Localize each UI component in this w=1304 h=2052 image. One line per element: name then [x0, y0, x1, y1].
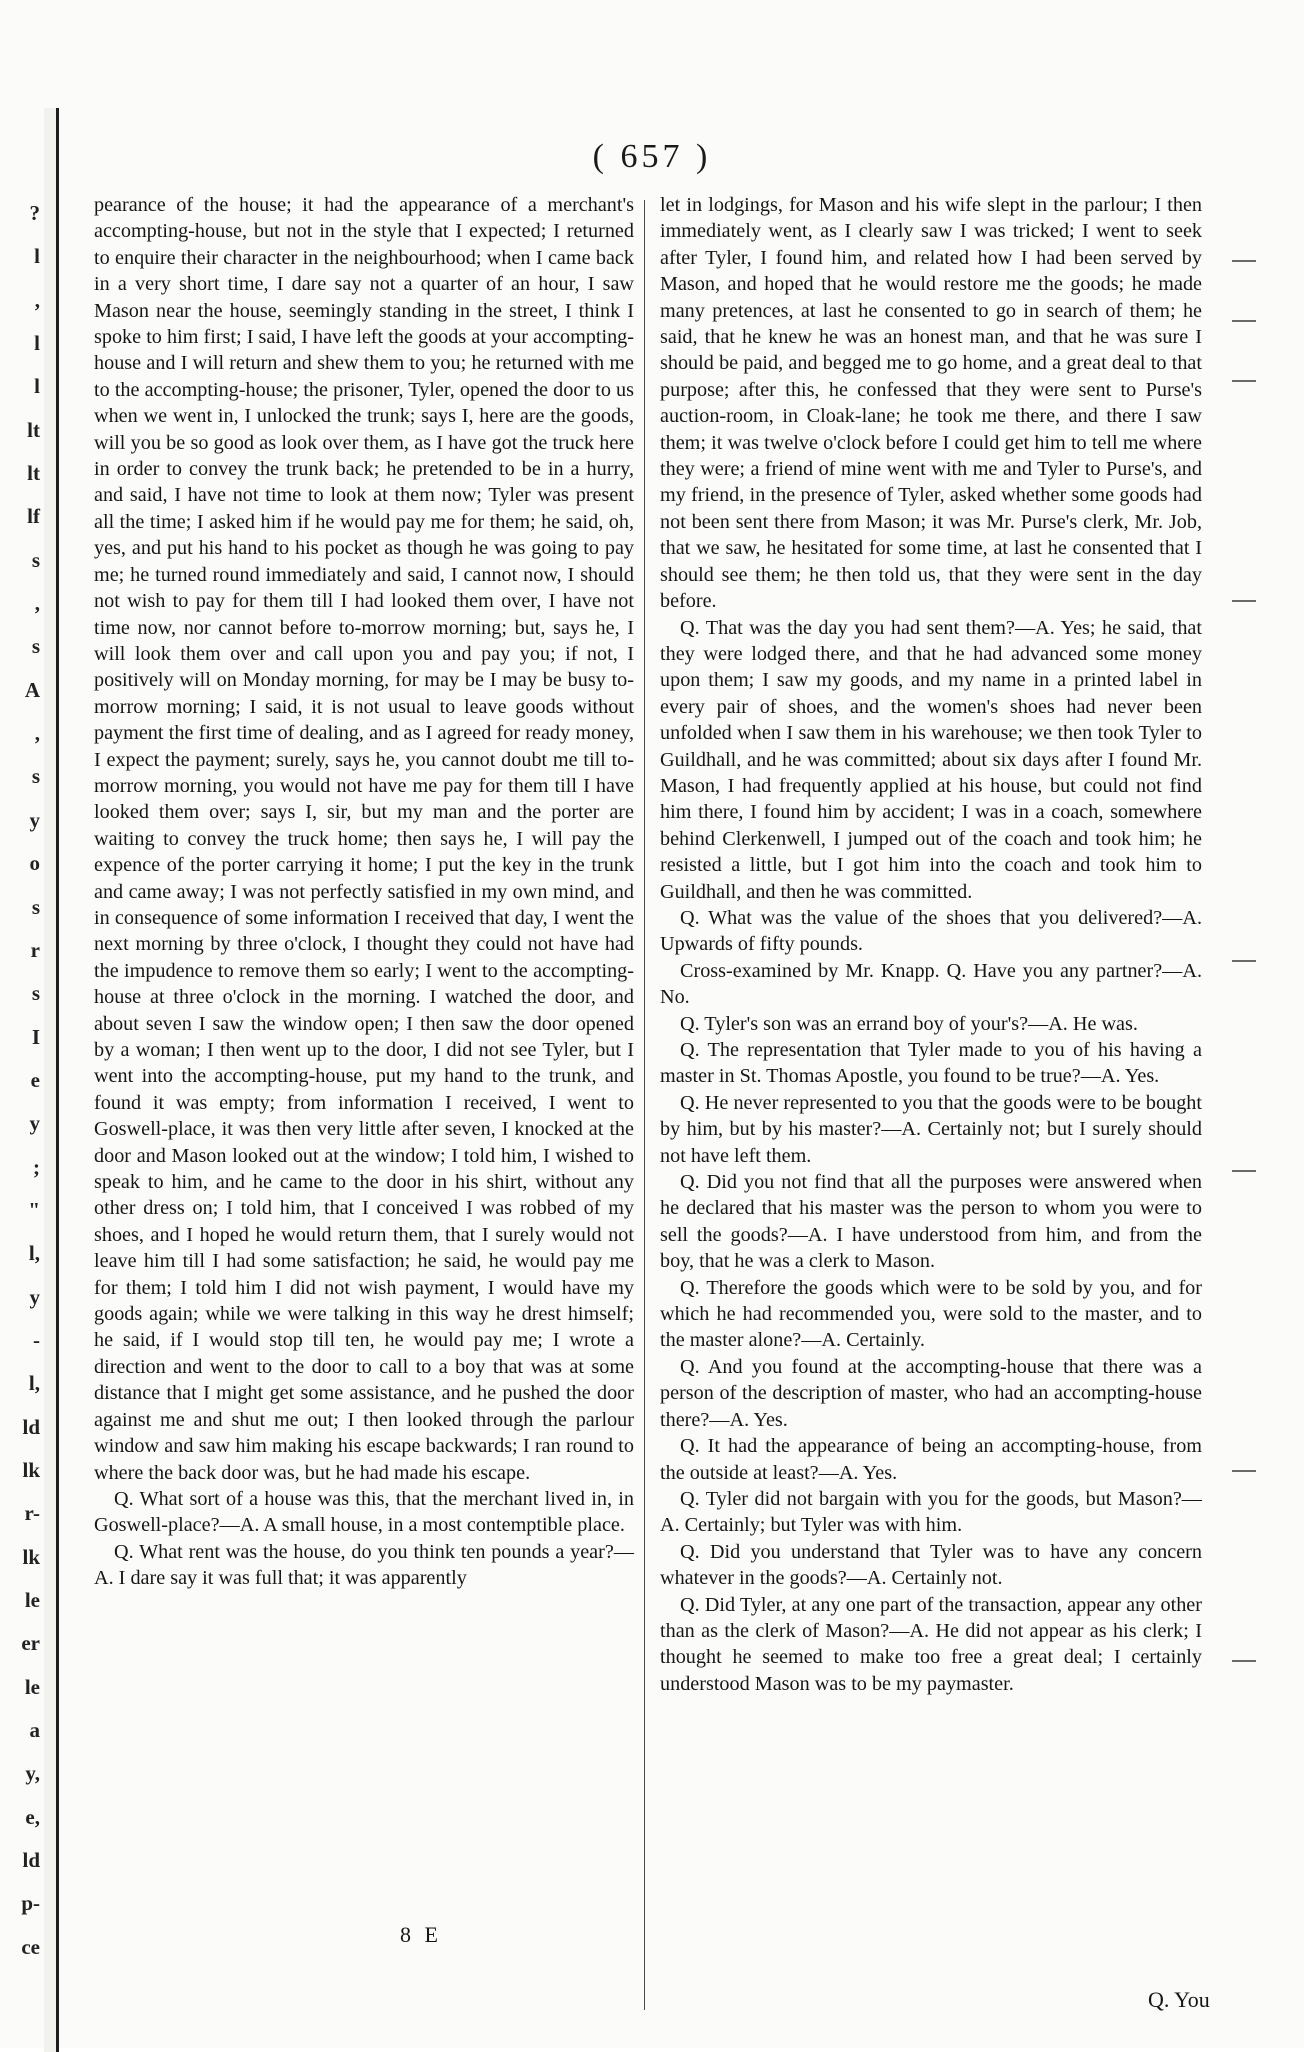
margin-fragment: lk [22, 1544, 40, 1569]
margin-fragment: " [28, 1197, 40, 1222]
right-text-column [660, 192, 1202, 1697]
signature-mark: 8 E [400, 1922, 442, 1947]
margin-fragment: o [29, 851, 40, 876]
paragraph: Q. What rent was the house, do you think ten pounds a year?—A. I dare say it was full that; it was apparently [94, 1540, 634, 1590]
margin-fragment: ce [21, 1934, 40, 1959]
margin-fragment: l [34, 244, 40, 269]
margin-fragment: y [29, 1111, 40, 1136]
margin-fragment: ? [29, 201, 40, 225]
margin-fragment: , [34, 287, 40, 312]
margin-fragment: s [31, 634, 40, 659]
margin-fragment: r [30, 937, 40, 962]
margin-fragment: le [24, 1674, 40, 1699]
ink-mark [1232, 600, 1256, 602]
margin-fragment: lt [27, 417, 40, 442]
margin-fragment: s [31, 764, 40, 789]
margin-fragment: e, [25, 1804, 40, 1829]
paragraph: Q. Did you not find that all the purposes were answered when he declared that his master was the person to whom you were to sell the goods?—A. I have understood from him, and from the boy, that he was a clerk to Mason. [660, 1171, 1202, 1273]
ink-mark [1232, 380, 1256, 382]
paragraph: Q. Did you understand that Tyler was to have any concern whatever in the goods?—A. Certainly not. [660, 1540, 1202, 1590]
ink-mark [1232, 960, 1256, 962]
margin-fragment: l, [28, 1241, 40, 1266]
margin-fragment: l, [28, 1371, 40, 1396]
paragraph: Q. And you found at the accompting-house that there was a person of the description of master, who had an accompting-house there?—A. Yes. [660, 1355, 1202, 1431]
margin-fragment: y [29, 807, 40, 832]
page-number: ( 657 ) [592, 138, 712, 175]
margin-fragment: lf [27, 504, 40, 529]
margin-fragment: , [34, 721, 40, 746]
ink-mark [1232, 1660, 1256, 1662]
paragraph: Q. Did Tyler, at any one part of the transaction, appear any other than as the clerk of Mason?—A. He did not appear as his clerk; I thought he seemed to make too free a great deal; I certainly understood Mason was to be my paymaster. [660, 1593, 1202, 1695]
previous-page-fragments [0, 200, 44, 1960]
binding-edge [56, 108, 59, 2052]
paragraph: Q. What was the value of the shoes that you delivered?—A. Upwards of fifty pounds. [660, 906, 1202, 956]
left-text-column [94, 192, 634, 1592]
margin-fragment: s [31, 981, 40, 1006]
margin-fragment: p- [21, 1891, 40, 1916]
ink-mark [1232, 1470, 1256, 1472]
margin-fragment: e [30, 1067, 40, 1092]
margin-fragment: ld [22, 1848, 40, 1873]
margin-fragment: lt [27, 461, 40, 486]
margin-fragment: le [24, 1588, 40, 1612]
paragraph: Q. Tyler did not bargain with you for the goods, but Mason?—A. Certainly; but Tyler was with him. [660, 1487, 1202, 1537]
margin-fragment: a [29, 1718, 40, 1743]
paragraph: let in lodgings, for Mason and his wife slept in the parlour; I then immediately went, as I clearly saw I was tricked; I went to seek after Tyler, I found him, and related how I had been served by Mason, and hoped that he would restore me the goods; he made many pretences, at last he consented to go in search of them; he said, that he knew he was an honest man, and that he was sure I should be paid, and begged me to go home, and a great deal to that purpose; after this, he confessed that they were sent to Purse's auction-room, in Cloak-lane; he took me there, and there I saw them; it was twelve o'clock before I could get him to tell me where they were; a friend of mine went with me and Tyler to Purse's, and my friend, in the presence of Tyler, asked whether some goods had not been sent there from Mason; it was Mr. Purse's clerk, Mr. Job, that we saw, he hesitated for some time, at last he consented that I should see them; he then told us, that they were sent in the day before. [660, 194, 1202, 613]
paragraph: Q. That was the day you had sent them?—A. Yes; he said, that they were lodged there, and that he had advanced some money upon them; I saw my goods, and my name in a printed label in every pair of shoes, and the women's shoes had never been unfolded when I saw them in his warehouse; we then took Tyler to Guildhall, and he was committed; about six days after I found Mr. Mason, I had frequently applied at his house, but could not find him there, I found him by accident; I was in a coach, somewhere behind Clerkenwell, I jumped out of the coach and took him; he resisted a little, but I got him into the coach and took him to Guildhall, and then he was committed. [660, 616, 1202, 903]
catchword: Q. You [1148, 1987, 1210, 2012]
margin-fragment: - [33, 1327, 40, 1352]
margin-fragment: er [21, 1631, 40, 1656]
column-divider [644, 200, 645, 2010]
binding-shadow [44, 108, 56, 2052]
ink-mark [1232, 1170, 1256, 1172]
margin-fragment: y, [25, 1761, 40, 1786]
ink-mark [1232, 320, 1256, 322]
margin-fragment: lk [22, 1457, 40, 1482]
paragraph: Q. What sort of a house was this, that the merchant lived in, in Goswell-place?—A. A small house, in a most contemptible place. [94, 1487, 634, 1537]
margin-fragment: , [34, 591, 40, 616]
ink-mark [1232, 260, 1256, 262]
margin-fragment: ld [22, 1414, 40, 1439]
paragraph: Q. He never represented to you that the goods were to be bought by him, but by his master?—A. Certainly not; but I surely should not have left them. [660, 1091, 1202, 1167]
paragraph: Q. Therefore the goods which were to be sold by you, and for which he had recommended you, were sold to the master, and to the master alone?—A. Certainly. [660, 1276, 1202, 1352]
margin-fragment: s [31, 894, 40, 919]
margin-fragment: l [34, 331, 40, 356]
margin-fragment: y [29, 1284, 40, 1309]
paragraph: pearance of the house; it had the appearance of a merchant's accompting-house, but not in the style that I expected; I returned to enquire their character in the neighbourhood; when I came back in a very short time, I dare say not a quarter of an hour, I saw Mason near the house, seemingly standing in the street, I think I spoke to him first; I said, I have left the goods at your accompting-house and I will return and shew them to you; he returned with me to the accompting-house; the prisoner, Tyler, opened the door to us when we went in, I unlocked the trunk; says I, here are the goods, will you be so good as look over them, as I have got the truck here in order to convey the trunk back; he pretended to be in a hurry, and said, I have not time to look at them now; Tyler was present all the time; I asked him if he would pay me for them; he said, oh, yes, and put his hand to his pocket as though he was going to pay me; he turned round immediately and said, I cannot now, I should not wish to pay for them till I had looked them over, I have not time now, nor cannot before to-morrow morning; but, says he, I will look them over and call upon you and pay you; if not, I positively will on Monday morning, for may be I may be busy to-morrow morning; I said, it is not usual to leave goods without payment the first time of dealing, and as I agreed for ready money, I expect the payment; surely, says he, you cannot doubt me till to-morrow morning, you would not have me pay for them till I have looked them over; says I, sir, but my man and the porter are waiting to convey the truck home; then says he, I will pay the expence of the porter carrying it home; I put the key in the trunk and came away; I was not perfectly satisfied in my own mind, and in consequence of some information I received that day, I went the next morning by three o'clock, I thought they could not have had the impudence to remove them so early; I went to the accompting-house at three o'clock in the morning. I watched the door, and about seven I saw the window open; I then saw the door opened by a woman; I then went up to the door, I did not see Tyler, but I went into the accompting-house, put my hand to the trunk, and found it was empty; from information I received, I went to Goswell-place, it was then very little after seven, I knocked at the door and Mason looked out at the window; I told him, I wished to speak to him, and he came to the door in his shirt, without any other dress on; I told him, that I conceived I was robbed of my shoes, and I hoped he would return them, that I surely would not leave him till I had some satisfaction; he said, he would pay me for them; I told him I did not wish payment, I would have my goods again; while we were talking in this way he drest himself; he said, if I would stop till ten, he would pay me; I wrote a direction and went to the door to call to a boy that was at some distance that I might get some assistance, and he pushed the door against me and shut me out; I then looked through the parlour window and saw him making his escape backwards; I ran round to where the back door was, but he had made his escape. [94, 194, 634, 1484]
margin-fragment: l [34, 374, 40, 399]
paragraph: Q. It had the appearance of being an accompting-house, from the outside at least?—A. Yes. [660, 1435, 1202, 1484]
paragraph: Q. The representation that Tyler made to you of his having a master in St. Thomas Apostle, you found to be true?—A. Yes. [660, 1039, 1202, 1088]
paragraph: Cross-examined by Mr. Knapp. Q. Have you any partner?—A. No. [660, 959, 1202, 1009]
margin-fragment: I [31, 1024, 40, 1049]
margin-fragment: s [31, 547, 40, 572]
margin-fragment: ; [33, 1154, 40, 1179]
margin-fragment: A [24, 677, 40, 702]
margin-fragment: r- [24, 1501, 40, 1526]
right-margin-marks [1232, 260, 1292, 1860]
paragraph: Q. Tyler's son was an errand boy of your's?—A. He was. [680, 1012, 1138, 1035]
